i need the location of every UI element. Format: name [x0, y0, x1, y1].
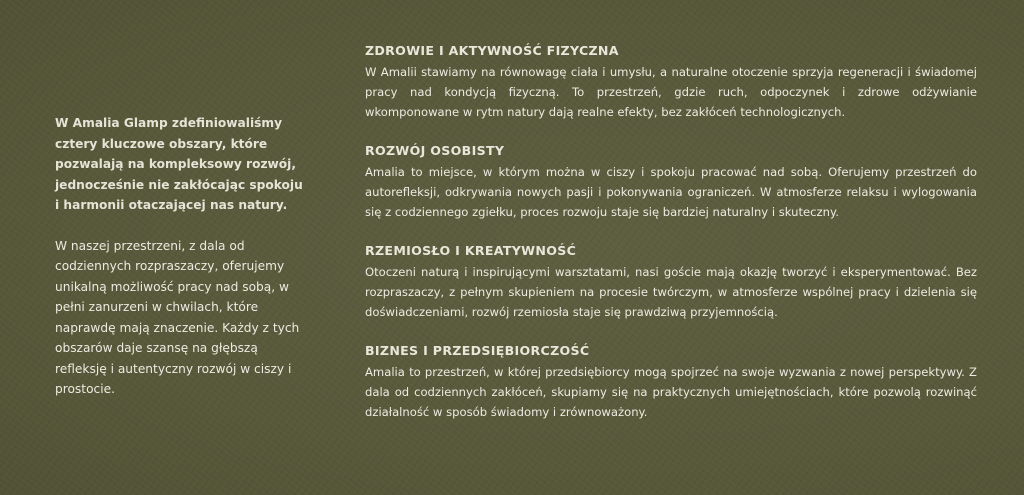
- section-personal-growth: [365, 142, 977, 222]
- section-description: Otoczeni naturą i inspirującymi warsztatami, nasi goście mają okazję tworzyć i eksperymentować. Bez rozpraszaczy, z pełnym skupieniem na procesie twórczym, w atmosferze wspólnej pracy i dzielenia się doświadczeniami, rozwój rzemiosła staje się prawdziwą przyjemnością.: [365, 265, 977, 319]
- section-description: W Amalii stawiamy na równowagę ciała i umysłu, a naturalne otoczenie sprzyja regeneracji i świadomej pracy nad kondycją fizyczną. To przestrzeń, gdzie ruch, odpoczynek i zdrowe odżywianie wkomponowane w rytm natury dają realne efekty, bez zakłóceń technologicznych.: [365, 65, 977, 119]
- section-title: ROZWÓJ OSOBISTY: [365, 143, 505, 158]
- intro-column: [55, 113, 310, 400]
- section-health: [365, 42, 977, 122]
- section-title: ZDROWIE I AKTYWNOŚĆ FIZYCZNA: [365, 43, 619, 58]
- section-description: Amalia to miejsce, w którym można w ciszy i spokoju pracować nad sobą. Oferujemy przestrzeń do autorefleksji, odkrywania nowych pasji i pokonywania ograniczeń. W atmosferze relaksu i wylogowania się z codziennego zgiełku, proces rozwoju staje się bardziej naturalny i skuteczny.: [365, 165, 977, 219]
- section-title: BIZNES I PRZEDSIĘBIORCZOŚĆ: [365, 343, 590, 358]
- section-business: [365, 342, 977, 422]
- intro-lead-text: W Amalia Glamp zdefiniowaliśmy cztery kluczowe obszary, które pozwalają na kompleksowy rozwój, jednocześnie nie zakłócając spokoju i harmonii otaczającej nas natury.: [55, 116, 303, 212]
- intro-body-text: W naszej przestrzeni, z dala od codziennych rozpraszaczy, oferujemy unikalną możliwość pracy nad sobą, w pełni zanurzeni w chwilach, które naprawdę mają znaczenie. Każdy z tych obszarów daje szansę na głębszą refleksję i autentyczny rozwój w ciszy i prostocie.: [55, 238, 300, 396]
- focus-areas-list: [365, 42, 977, 442]
- section-craft-creativity: [365, 242, 977, 322]
- section-title: RZEMIOSŁO I KREATYWNOŚĆ: [365, 243, 577, 258]
- section-description: Amalia to przestrzeń, w której przedsiębiorcy mogą spojrzeć na swoje wyzwania z nowej perspektywy. Z dala od codziennych zakłóceń, skupiamy się na praktycznych umiejętnościach, które pozwolą rozwinąć działalność w sposób świadomy i zrównoważony.: [365, 365, 977, 419]
